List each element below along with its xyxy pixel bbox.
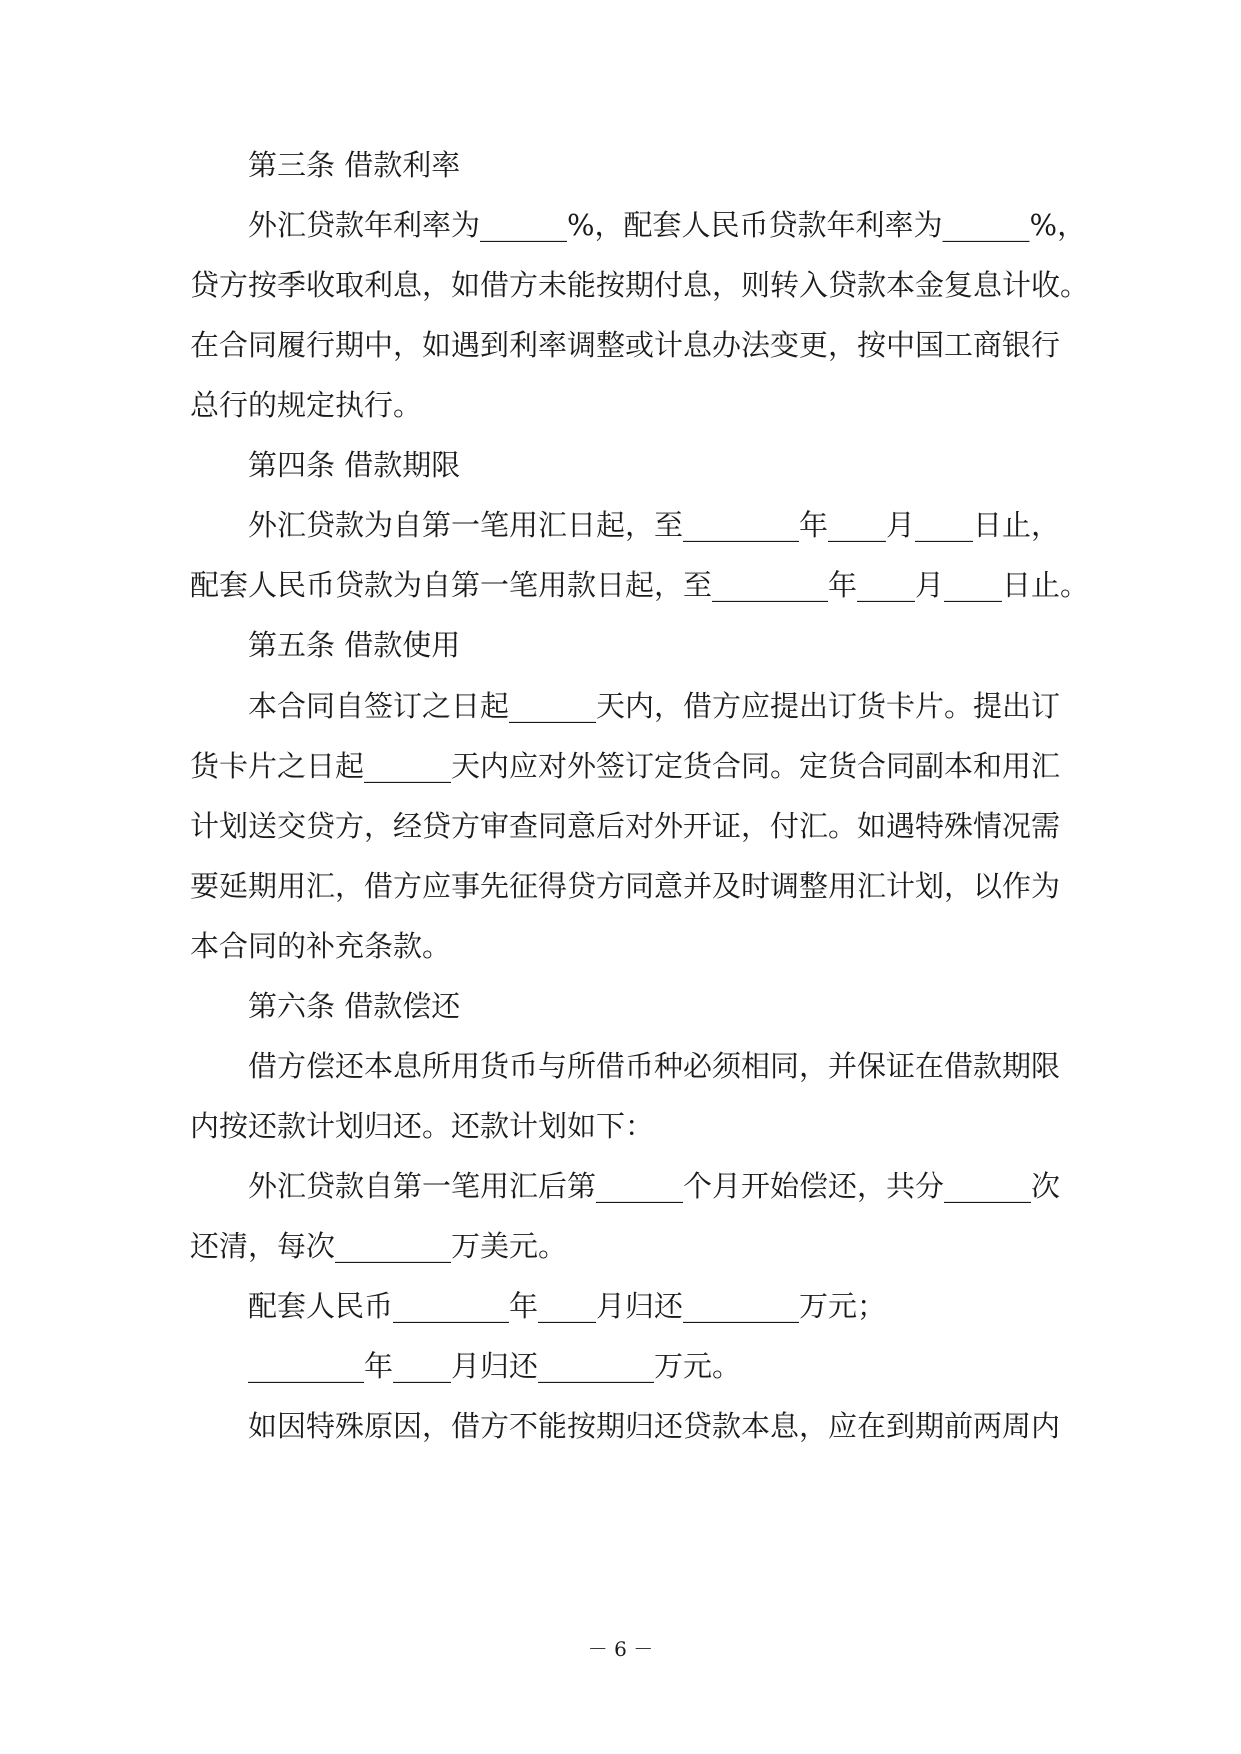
paragraph-line: 要延期用汇，借方应事先征得贷方同意并及时调整用汇计划，以作为 bbox=[190, 869, 1061, 903]
paragraph-line: 在合同履行期中，如遇到利率调整或计息办法变更，按中国工商银行 bbox=[190, 328, 1061, 362]
paragraph-line: 计划送交贷方，经贷方审查同意后对外开证，付汇。如遇特殊情况需 bbox=[190, 809, 1061, 843]
paragraph-line: 配套人民币贷款为自第一笔用款日起，至________年____月____日止。 bbox=[190, 568, 1090, 602]
paragraph-line: 贷方按季收取利息，如借方未能按期付息，则转入贷款本金复息计收。 bbox=[190, 268, 1090, 302]
paragraph-line: 本合同的补充条款。 bbox=[190, 929, 452, 963]
paragraph-line: 总行的规定执行。 bbox=[190, 388, 423, 422]
paragraph-line: 外汇贷款自第一笔用汇后第______个月开始偿还，共分______次 bbox=[248, 1169, 1061, 1203]
article-6-heading: 第六条 借款偿还 bbox=[248, 989, 461, 1023]
article-4-heading: 第四条 借款期限 bbox=[248, 448, 461, 482]
paragraph-line: 内按还款计划归还。还款计划如下： bbox=[190, 1109, 655, 1143]
paragraph-line: 借方偿还本息所用货币与所借币种必须相同，并保证在借款期限 bbox=[248, 1049, 1061, 1083]
paragraph-line: 外汇贷款年利率为______%，配套人民币贷款年利率为______%， bbox=[248, 208, 1087, 242]
paragraph-line: ________年____月归还________万元。 bbox=[248, 1349, 742, 1383]
paragraph-line: 外汇贷款为自第一笔用汇日起，至________年____月____日止， bbox=[248, 508, 1061, 542]
paragraph-line: 货卡片之日起______天内应对外签订定货合同。定货合同副本和用汇 bbox=[190, 749, 1061, 783]
paragraph-line: 本合同自签订之日起______天内，借方应提出订货卡片。提出订 bbox=[248, 689, 1061, 723]
page-number: － 6 － bbox=[587, 1637, 654, 1661]
paragraph-line: 还清，每次________万美元。 bbox=[190, 1229, 568, 1263]
paragraph-line: 配套人民币________年____月归还________万元； bbox=[248, 1289, 887, 1323]
paragraph-line: 如因特殊原因，借方不能按期归还贷款本息，应在到期前两周内 bbox=[248, 1409, 1061, 1443]
article-3-heading: 第三条 借款利率 bbox=[248, 148, 461, 182]
article-5-heading: 第五条 借款使用 bbox=[248, 628, 461, 662]
